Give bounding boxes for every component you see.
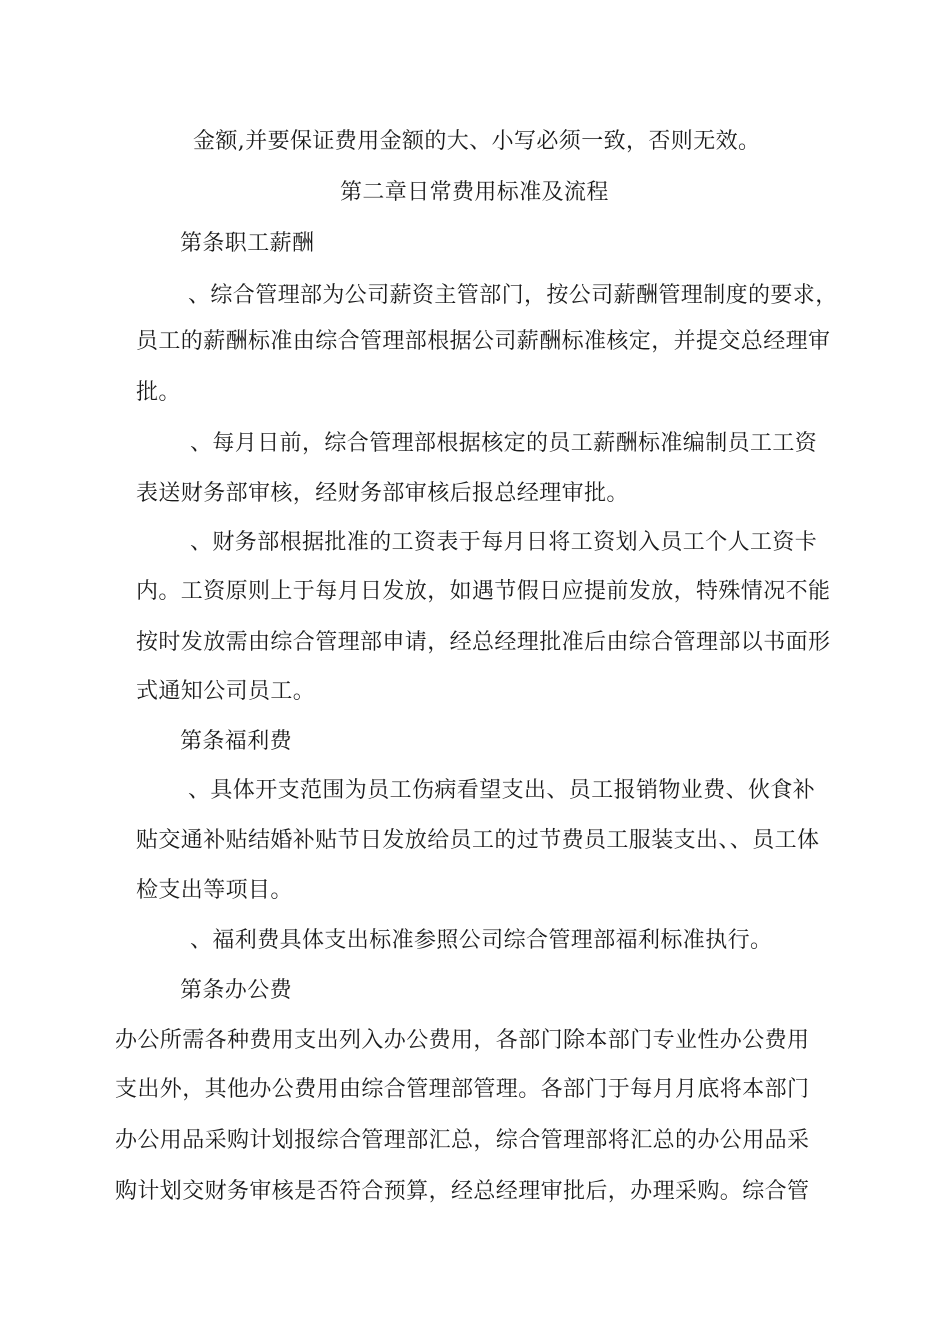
- paragraph-line: 批。: [136, 380, 181, 405]
- paragraph-line: 、具体开支范围为员工伤病看望支出、员工报销物业费、伙食补: [188, 778, 816, 803]
- paragraph-line: 内。工资原则上于每月日发放，如遇节假日应提前发放，特殊情况不能: [136, 579, 831, 604]
- section-heading: 第条福利费: [180, 729, 293, 754]
- paragraph-line: 员工的薪酬标准由综合管理部根据公司薪酬标准核定，并提交总经理审: [136, 329, 831, 354]
- paragraph-line: 、财务部根据批准的工资表于每月日将工资划入员工个人工资卡: [190, 530, 818, 555]
- paragraph-line: 按时发放需由综合管理部申请，经总经理批准后由综合管理部以书面形: [136, 630, 831, 655]
- paragraph-line: 办公用品采购计划报综合管理部汇总，综合管理部将汇总的办公用品采: [115, 1128, 810, 1153]
- chapter-heading: 第二章日常费用标准及流程: [340, 180, 609, 205]
- paragraph-line: 购计划交财务审核是否符合预算，经总经理审批后，办理采购。综合管: [115, 1179, 810, 1204]
- paragraph-line: 支出外，其他办公费用由综合管理部管理。各部门于每月月底将本部门: [115, 1077, 810, 1102]
- paragraph-line: 式通知公司员工。: [136, 679, 316, 704]
- section-heading: 第条办公费: [180, 978, 293, 1003]
- paragraph-line: 、每月日前，综合管理部根据核定的员工薪酬标准编制员工工资: [190, 431, 818, 456]
- paragraph-line: 表送财务部审核，经财务部审核后报总经理审批。: [136, 481, 629, 506]
- section-heading: 第条职工薪酬: [180, 231, 315, 256]
- paragraph-line: 贴交通补贴结婚补贴节日发放给员工的过节费员工服装支出、、员工体: [136, 828, 820, 853]
- paragraph-line: 办公所需各种费用支出列入办公费用，各部门除本部门专业性办公费用: [115, 1028, 810, 1053]
- paragraph-line: 检支出等项目。: [136, 878, 293, 903]
- paragraph-line: 、福利费具体支出标准参照公司综合管理部福利标准执行。: [190, 928, 773, 953]
- paragraph-line: 、综合管理部为公司薪资主管部门，按公司薪酬管理制度的要求，: [188, 283, 838, 308]
- paragraph-line: 金额,并要保证费用金额的大、小写必须一致，否则无效。: [193, 129, 761, 154]
